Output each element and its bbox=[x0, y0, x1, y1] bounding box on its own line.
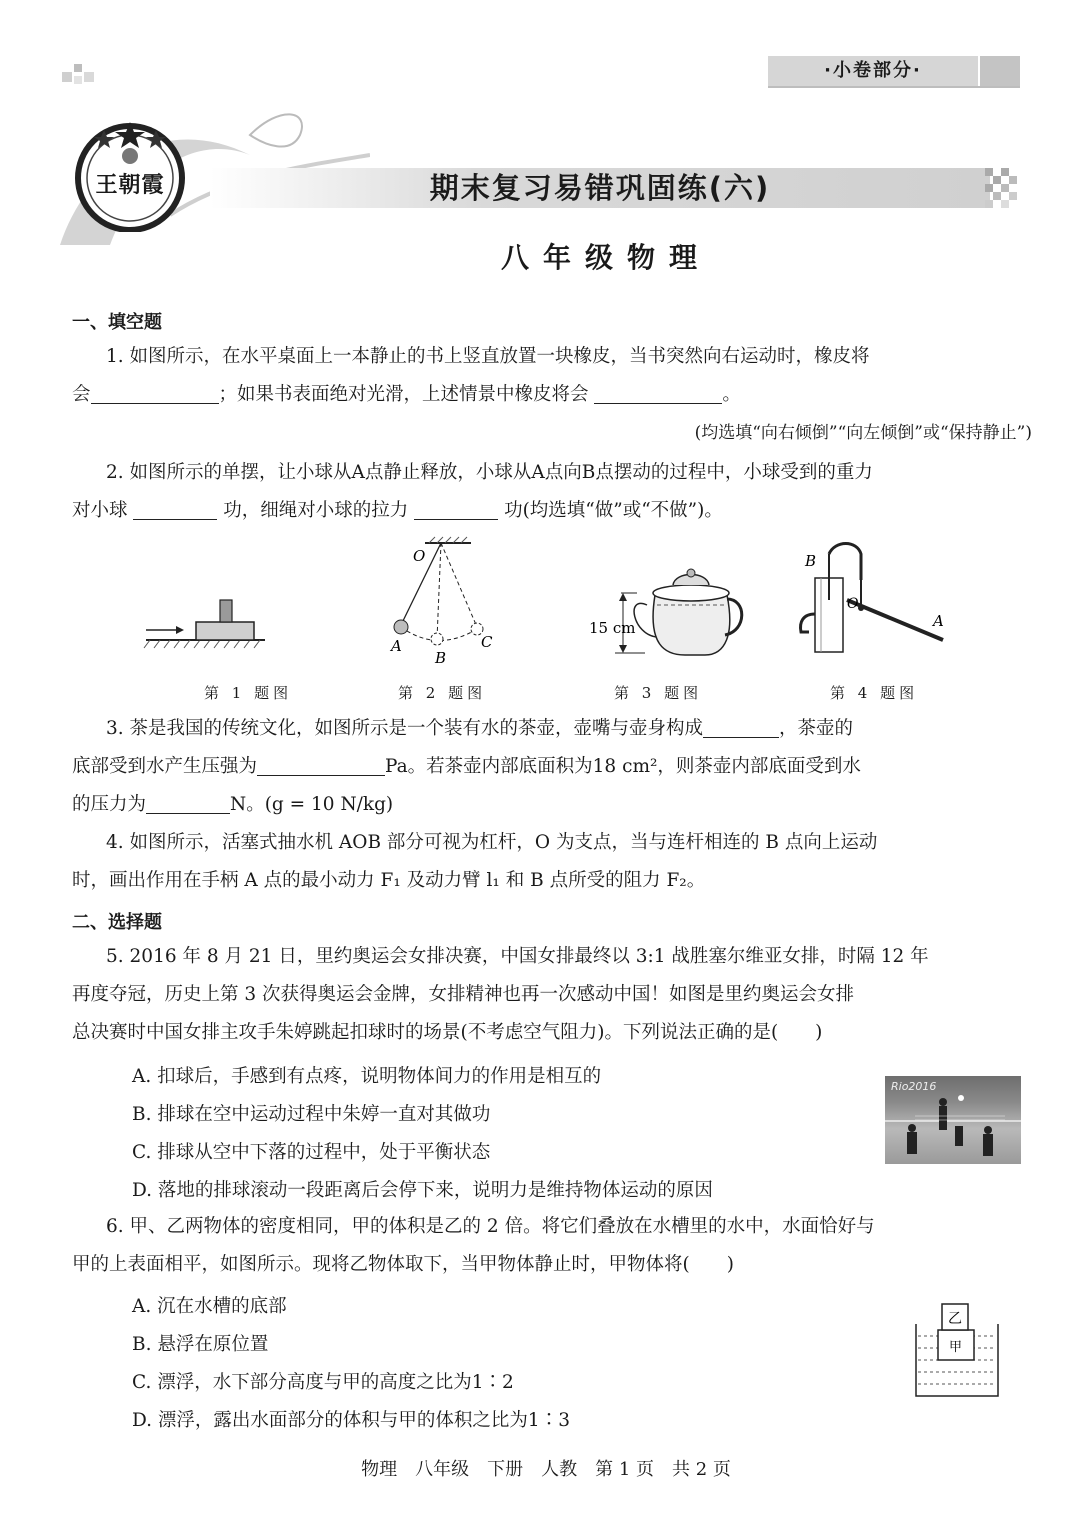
q1-note: (均选填“向右倾倒”“向左倾倒”或“保持静止”) bbox=[694, 423, 1032, 443]
q6-option-a[interactable]: A. 沉在水槽的底部 bbox=[132, 1296, 287, 1317]
fig4-label-a: A bbox=[933, 612, 944, 630]
q5-option-c[interactable]: C. 排球从空中下落的过程中，处于平衡状态 bbox=[132, 1142, 491, 1163]
q5-line3: 总决赛时中国女排主攻手朱婷跳起扣球时的场景(不考虑空气阻力)。下列说法正确的是( ) bbox=[72, 1022, 823, 1043]
figure-4-pump bbox=[795, 540, 955, 660]
q2-line2c: 功(均选填“做”或“不做”)。 bbox=[504, 500, 723, 521]
fig4-label-b: B bbox=[805, 552, 817, 570]
page-footer: 物理 八年级 下册 人教 第 1 页 共 2 页 bbox=[361, 1459, 731, 1480]
section-heading-fill: 一、填空题 bbox=[72, 312, 162, 333]
q5-option-b[interactable]: B. 排球在空中运动过程中朱婷一直对其做功 bbox=[132, 1104, 491, 1125]
q5-option-d[interactable]: D. 落地的排球滚动一段距离后会停下来，说明力是维持物体运动的原因 bbox=[132, 1180, 713, 1201]
q2-line2b: 功，细绳对小球的拉力 bbox=[223, 500, 409, 521]
q5-option-a[interactable]: A. 扣球后，手感到有点疼，说明物体间力的作用是相互的 bbox=[132, 1066, 602, 1087]
q2-blank2[interactable] bbox=[414, 499, 498, 520]
q5-text bbox=[72, 938, 1032, 1052]
q3-line3a: 的压力为 bbox=[72, 794, 147, 815]
q4-line2: 时，画出作用在手柄 A 点的最小动力 F₁ 及动力臂 l₁ 和 B 点所受的阻力 F₂。 bbox=[72, 870, 706, 891]
figure-3-teapot bbox=[585, 565, 745, 665]
q6-option-b[interactable]: B. 悬浮在原位置 bbox=[132, 1334, 269, 1355]
header-divider bbox=[768, 86, 1020, 88]
figure-4-caption: 第 4 题图 bbox=[830, 684, 919, 702]
q3-line3 bbox=[72, 786, 1032, 824]
q2-text bbox=[72, 454, 1032, 530]
logo-badge bbox=[74, 120, 186, 232]
title-band-checker bbox=[985, 168, 1025, 208]
q6-line1: 6. 甲、乙两物体的密度相同，甲的体积是乙的 2 倍。将它们叠放在水槽里的水中，水面恰好与 bbox=[106, 1216, 875, 1237]
corner-decoration bbox=[62, 58, 112, 88]
q1-line2b: ；如果书表面绝对光滑，上述情景中橡皮将会 bbox=[218, 384, 589, 405]
q6-text bbox=[72, 1208, 1032, 1284]
q3-line2 bbox=[72, 748, 1032, 786]
q2-line2 bbox=[72, 492, 1032, 530]
q1-line2a: 会 bbox=[72, 384, 91, 405]
q1-text bbox=[72, 338, 1032, 452]
q5-line1: 5. 2016 年 8 月 21 日，里约奥运会女排决赛，中国女排最终以 3:1 战胜塞尔维亚女排，时隔 12 年 bbox=[106, 946, 929, 967]
q3-blank1[interactable] bbox=[703, 717, 779, 738]
q4-text bbox=[72, 824, 1032, 900]
q1-line2c: 。 bbox=[722, 384, 741, 405]
fig2-label-o: O bbox=[413, 547, 426, 565]
logo-text: 王朝霞 bbox=[95, 172, 165, 198]
fig4-label-o: O bbox=[847, 596, 859, 612]
figure-2-caption: 第 2 题图 bbox=[398, 684, 487, 702]
figure-2-pendulum bbox=[385, 535, 505, 670]
q5-line2: 再度夺冠，历史上第 3 次获得奥运会金牌，女排精神也再一次感动中国！如图是里约奥运会女排 bbox=[72, 984, 855, 1005]
page-subtitle: 八年级物理 bbox=[500, 241, 711, 274]
figure-6-water-tank bbox=[912, 1300, 1002, 1402]
figure-3-caption: 第 3 题图 bbox=[614, 684, 703, 702]
section-tag-accent bbox=[980, 56, 1020, 86]
figure-1-book-eraser bbox=[140, 590, 270, 660]
q6-line2: 甲的上表面相平，如图所示。现将乙物体取下，当甲物体静止时，甲物体将( ) bbox=[72, 1254, 734, 1275]
q1-line2 bbox=[72, 376, 1032, 414]
section-tag: ·小卷部分· bbox=[768, 56, 978, 86]
photo-scene bbox=[885, 1076, 1021, 1164]
q3-blank2[interactable] bbox=[257, 755, 385, 776]
volleyball-photo bbox=[885, 1076, 1021, 1164]
q2-line2a: 对小球 bbox=[72, 500, 128, 521]
photo-logo: Rio2016 bbox=[891, 1080, 937, 1093]
q6-option-c[interactable]: C. 漂浮，水下部分高度与甲的高度之比为1∶2 bbox=[132, 1372, 514, 1393]
page-title: 期末复习易错巩固练(六) bbox=[429, 171, 771, 205]
q2-line1: 2. 如图所示的单摆，让小球从A点静止释放，小球从A点向B点摆动的过程中，小球受到的重力 bbox=[106, 462, 873, 483]
fig6-label-yi: 乙 bbox=[948, 1311, 962, 1327]
q1-blank2[interactable] bbox=[594, 383, 722, 404]
q3-blank3[interactable] bbox=[146, 793, 230, 814]
fig2-label-b: B bbox=[435, 649, 447, 667]
q3-line2b: Pa。若茶壶内部底面积为18 cm²，则茶壶内部底面受到水 bbox=[385, 756, 861, 777]
q3-line1a: 3. 茶是我国的传统文化，如图所示是一个装有水的茶壶，壶嘴与壶身构成 bbox=[106, 718, 704, 739]
q2-blank1[interactable] bbox=[133, 499, 217, 520]
q3-text bbox=[72, 710, 1032, 824]
q6-option-d[interactable]: D. 漂浮，露出水面部分的体积与甲的体积之比为1∶3 bbox=[132, 1410, 570, 1431]
q3-line1b: ，茶壶的 bbox=[779, 718, 854, 739]
q4-line1: 4. 如图所示，活塞式抽水机 AOB 部分可视为杠杆，O 为支点，当与连杆相连的 B 点向上运动 bbox=[106, 832, 878, 853]
q3-line1 bbox=[72, 710, 1032, 748]
fig2-label-a: A bbox=[391, 637, 402, 655]
q1-line1: 1. 如图所示，在水平桌面上一本静止的书上竖直放置一块橡皮，当书突然向右运动时，橡皮将 bbox=[106, 346, 870, 367]
fig2-label-c: C bbox=[481, 633, 493, 651]
fig6-label-jia: 甲 bbox=[949, 1340, 963, 1355]
q1-blank1[interactable] bbox=[91, 383, 219, 404]
fig3-label-height: 15 cm bbox=[589, 619, 636, 637]
q3-line2a: 底部受到水产生压强为 bbox=[72, 756, 258, 777]
q3-line3b: N。(g = 10 N/kg) bbox=[230, 794, 394, 815]
section-heading-choice: 二、选择题 bbox=[72, 912, 162, 933]
figure-1-caption: 第 1 题图 bbox=[204, 684, 293, 702]
